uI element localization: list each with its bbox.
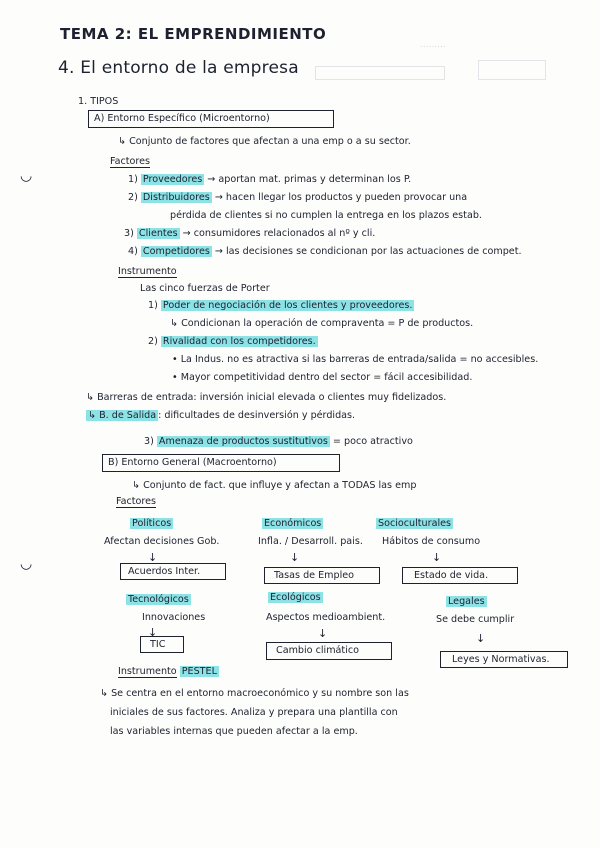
barreras-entrada: ↳ Barreras de entrada: inversión inicial elevada o clientes muy fidelizados. — [86, 392, 447, 403]
bleed-through-text: ......... — [420, 40, 446, 50]
porter-term: Poder de negociación de los clientes y proveedores. — [162, 300, 413, 311]
instrumento-label: Instrumento — [118, 266, 177, 277]
down-arrow-icon: ↓ — [290, 551, 300, 564]
factor-desc: Afectan decisiones Gob. — [104, 536, 220, 547]
tipos-heading: 1. TIPOS — [78, 96, 119, 107]
factor-term: Distribuidores — [142, 192, 210, 203]
down-arrow-icon: ↓ — [432, 551, 442, 564]
down-arrow-icon: ↓ — [148, 626, 158, 639]
factor-row: 3) Clientes → consumidores relacionados al nº y cli. — [124, 228, 376, 239]
pestel-text: las variables internas que pueden afectar a la emp. — [110, 726, 358, 737]
factor-name: Legales — [448, 596, 485, 607]
factor-term: Proveedores — [142, 174, 203, 185]
bleed-through-box — [478, 60, 546, 80]
factor-result: Cambio climático — [276, 645, 359, 656]
margin-mark: ◡ — [20, 168, 33, 184]
bleed-through-box — [315, 66, 445, 80]
pestel-text: iniciales de sus factores. Analiza y prepara una plantilla con — [110, 707, 398, 718]
instrumento-label: Instrumento — [118, 666, 177, 677]
porter-subtext: ↳ Condicionan la operación de compraventa = P de productos. — [170, 318, 474, 329]
porter-term: Amenaza de productos sustitutivos — [158, 436, 328, 447]
definition-text: ↳ Conjunto de factores que afectan a una emp o a su sector. — [118, 136, 411, 147]
factor-result: Acuerdos Inter. — [128, 566, 201, 577]
margin-mark: ◡ — [20, 556, 33, 572]
factores-label: Factores — [110, 156, 151, 167]
factor-desc: Se debe cumplir — [436, 614, 515, 625]
factor-name: Ecológicos — [270, 592, 321, 603]
barreras-salida-term: ↳ B. de Salida — [88, 410, 157, 421]
barreras-salida: ↳ B. de Salida : dificultades de desinversión y pérdidas. — [88, 410, 356, 421]
factor-desc: Infla. / Desarroll. pais. — [258, 536, 363, 547]
porter-bullet: • La Indus. no es atractiva si las barreras de entrada/salida = no accesibles. — [172, 354, 539, 365]
factor-row: 4) Competidores → las decisiones se condicionan por las actuaciones de compet. — [128, 246, 522, 257]
porter-item: 1) Poder de negociación de los clientes y proveedores. — [148, 300, 413, 311]
factor-desc: Hábitos de consumo — [382, 536, 481, 547]
instrumento-row — [118, 666, 219, 678]
factor-result: Estado de vida. — [414, 570, 489, 581]
factor-name: Tecnológicos — [128, 594, 189, 605]
factor-result: Tasas de Empleo — [274, 570, 355, 581]
factor-row: 1) Proveedores → aportan mat. primas y determinan los P. — [128, 174, 412, 185]
factor-term: Clientes — [138, 228, 178, 239]
factor-term: Competidores — [142, 246, 210, 257]
porter-bullet: • Mayor competitividad dentro del sector = fácil accesibilidad. — [172, 372, 473, 383]
factor-result: TIC — [150, 639, 166, 650]
page-title: TEMA 2: EL EMPRENDIMIENTO — [60, 25, 327, 43]
down-arrow-icon: ↓ — [476, 632, 486, 645]
factor-desc: Aspectos medioambient. — [266, 612, 386, 623]
entorno-general-heading: B) Entorno General (Macroentorno) — [108, 457, 277, 468]
section-heading: 4. El entorno de la empresa — [58, 58, 299, 78]
down-arrow-icon: ↓ — [318, 627, 328, 640]
porter-item: 2) Rivalidad con los competidores. — [148, 336, 316, 347]
factor-name: Políticos — [132, 518, 172, 529]
porter-item: 3) Amenaza de productos sustitutivos = poco atractivo — [144, 436, 413, 447]
pestel-term: PESTEL — [181, 666, 217, 677]
factor-desc: Innovaciones — [142, 612, 206, 623]
factor-row-continuation: pérdida de clientes si no cumplen la entrega en los plazos estab. — [170, 210, 482, 221]
factores-label: Factores — [116, 496, 157, 507]
factor-name: Socioculturales — [378, 518, 452, 529]
factor-row: 2) Distribuidores → hacen llegar los productos y pueden provocar una — [128, 192, 468, 203]
pestel-text: ↳ Se centra en el entorno macroeconómico y su nombre son las — [100, 688, 409, 699]
down-arrow-icon: ↓ — [148, 551, 158, 564]
factor-name: Económicos — [264, 518, 322, 529]
entorno-especifico-heading: A) Entorno Específico (Microentorno) — [94, 113, 270, 124]
porter-term: Rivalidad con los competidores. — [162, 336, 316, 347]
factor-result: Leyes y Normativas. — [452, 654, 550, 665]
definition-text: ↳ Conjunto de fact. que influye y afectan a TODAS las emp — [132, 480, 417, 491]
porter-heading: Las cinco fuerzas de Porter — [140, 283, 270, 294]
